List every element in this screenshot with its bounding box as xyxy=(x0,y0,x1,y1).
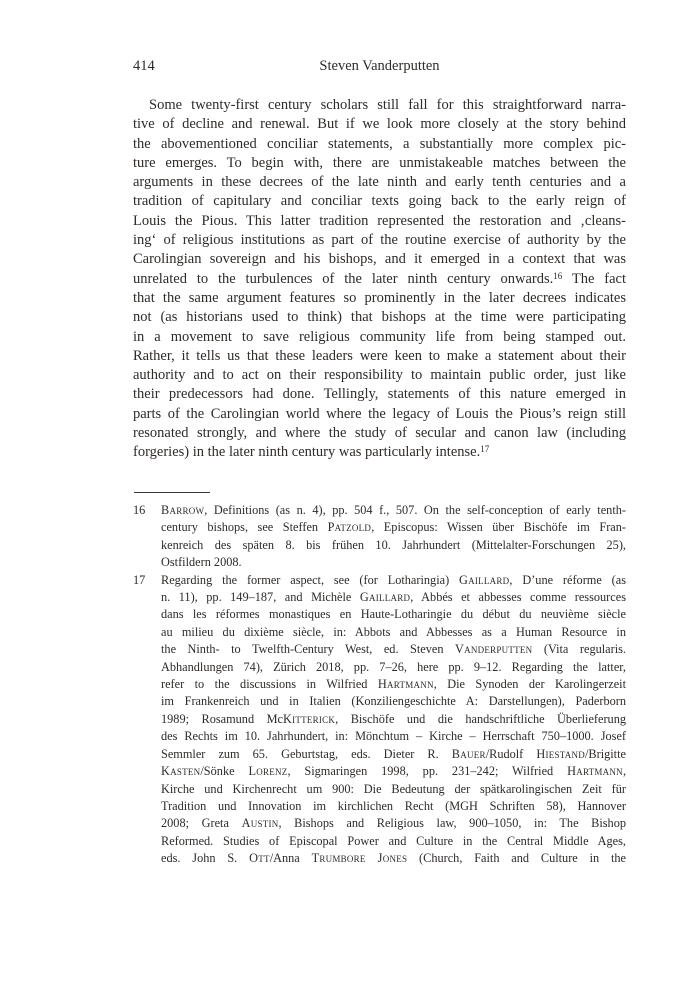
footnote-line: Reformed. Studies of Episcopal Power and Culture in the Central Middle Ages, xyxy=(161,833,626,848)
text-line: Rather, it tells us that these leaders were keen to make a statement about their xyxy=(133,347,626,364)
footnote-line: Ostfildern 2008. xyxy=(161,555,242,570)
footnote-line: n. 11), pp. 149–187, and Michèle Gaillard, Abbés et abbesses comme ressources xyxy=(161,590,626,605)
footnote-line: eds. John S. Ott/Anna Trumbore Jones (Church, Faith and Culture in the xyxy=(161,851,626,866)
text-line: unrelated to the turbulences of the later ninth century onwards.$^{16}$ The fact xyxy=(133,270,626,287)
small-caps-name: Hartmann xyxy=(377,677,434,692)
footnote-line: dans les réformes monastiques en Haute-Lotharingie du début du neuvième siècle xyxy=(161,607,626,622)
footnote-number: 17 xyxy=(133,572,146,587)
text-line: authority and to act on their responsibility to maintain public order, just like xyxy=(133,367,626,384)
text-line: in a movement to save religious community life from being stamped out. xyxy=(133,328,626,345)
text-line: forgeries) in the later ninth century was particularly intense.$^{17}$ xyxy=(133,444,490,461)
text-line: their predecessors had done. Tellingly, statements of this nature emerged in xyxy=(133,386,626,403)
text-line: parts of the Carolingian world where the legacy of Louis the Pious’s reign still xyxy=(133,405,626,422)
footnote-line: 1989; Rosamund McKitterick, Bischöfe und die handschriftliche Überlieferung xyxy=(161,711,627,726)
text-line: arguments in these decrees of the late ninth and early tenth centuries and a xyxy=(133,174,626,191)
small-caps-name: Gaillard xyxy=(359,590,411,605)
text-line: Louis the Pious. This latter tradition represented the restoration and ‚cleans- xyxy=(133,212,626,229)
text-line: tradition of capitulary and conciliar texts going back to the early reign of xyxy=(133,193,626,210)
footnote-line: im Frankenreich und in Italien (Konziliengeschichte A: Darstellungen), Paderborn xyxy=(161,694,626,709)
text-line: that the same argument features so prominently in the later decrees indicates xyxy=(133,289,626,306)
small-caps-name: Gaillard xyxy=(459,572,510,587)
small-caps-name: Kasten xyxy=(161,764,201,779)
footnote-ref: 17 xyxy=(480,444,490,455)
footnote-line: 16 Barrow, Definitions (as n. 4), pp. 504 f., 507. On the self-conception of early tenth- xyxy=(133,502,626,519)
footnote-line: au milieu du dixième siècle, in: Abbots and Abbesses as a Human Resource in xyxy=(161,624,626,639)
text-line: ture emerges. To begin with, there are unmistakeable matches between the xyxy=(133,154,626,171)
footnote-line: 2008; Greta Austin, Bishops and Religious law, 900–1050, in: The Bishop xyxy=(161,816,627,831)
page-number: 414 xyxy=(133,58,155,74)
footnote-line: century bishops, see Steffen Patzold, Episcopus: Wissen über Bischöfe im Fran- xyxy=(161,520,626,535)
small-caps-name: Barrow xyxy=(161,503,205,517)
footnote-line: Semmler zum 65. Geburtstag, eds. Dieter R. Bauer/Rudolf Hiestand/Brigitte xyxy=(161,746,626,761)
footnote-line: Kasten/Sönke Lorenz, Sigmaringen 1998, pp. 231–242; Wilfried Hartmann, xyxy=(161,764,627,779)
footnote-line: kenreich des späten 8. bis frühen 10. Jahrhundert (Mittelalter-Forschungen 25), xyxy=(161,537,626,552)
footnote-line: the Ninth- to Twelfth-Century West, ed. Steven Vanderputten (Vita regularis. xyxy=(161,642,626,657)
small-caps-name: Hiestand xyxy=(536,746,585,761)
footnote-16 xyxy=(133,502,626,572)
small-caps-name: Kitterick xyxy=(283,711,336,726)
small-caps-name: Bauer xyxy=(451,746,486,761)
text-line: tive of decline and renewal. But if we look more closely at the story behind xyxy=(133,116,626,133)
footnote-line: Kirche und Kirchenrecht um 900: Die Bedeutung der spätkarolingischen Zeit für xyxy=(161,781,626,796)
footnotes-section xyxy=(133,502,626,868)
text-line: ing‘ of religious institutions as part of the routine exercise of authority by the xyxy=(133,232,626,249)
small-caps-name: Hartmann xyxy=(567,764,623,779)
small-caps-name: Austin xyxy=(241,816,279,831)
small-caps-name: Lorenz xyxy=(248,764,288,779)
running-head: Steven Vanderputten xyxy=(319,58,440,74)
page-header xyxy=(133,58,626,75)
body-paragraph xyxy=(133,96,626,463)
footnote-line: 17 Regarding the former aspect, see (for Lotharingia) Gaillard, D’une réforme (as xyxy=(133,572,626,589)
small-caps-name: Vanderputten xyxy=(454,642,533,657)
footnote-number: 16 xyxy=(133,503,146,517)
text-line: not (as historians used to think) that bishops at the time were participating xyxy=(133,309,626,326)
footnote-ref: 16 xyxy=(553,270,563,281)
small-caps-name: Trumbore Jones xyxy=(311,851,408,866)
footnote-17 xyxy=(133,572,626,868)
text-line: resonated strongly, and where the study of secular and canon law (including xyxy=(133,425,626,442)
small-caps-name: Patzold xyxy=(327,520,372,535)
text-line: the abovementioned conciliar statements, a substantially more complex pic- xyxy=(133,135,626,152)
footnote-line: Abhandlungen 74), Zürich 2018, pp. 7–26, here pp. 9–12. Regarding the latter, xyxy=(161,659,626,674)
footnote-line: des Rechts im 10. Jahrhundert, in: Mönchtum – Kirche – Herrschaft 750–1000. Josef xyxy=(161,729,626,744)
text-line: Some twenty-first century scholars still fall for this straightforward narra- xyxy=(149,97,626,113)
text-line: Carolingian sovereign and his bishops, and it emerged in a context that was xyxy=(133,251,626,268)
footnote-line: refer to the discussions in Wilfried Hartmann, Die Synoden der Karolingerzeit xyxy=(161,677,626,692)
footnote-separator-rule xyxy=(134,492,210,493)
footnote-line: Tradition und Innovation im kirchlichen Recht (MGH Schriften 58), Hannover xyxy=(161,798,626,813)
small-caps-name: Ott xyxy=(249,851,270,866)
